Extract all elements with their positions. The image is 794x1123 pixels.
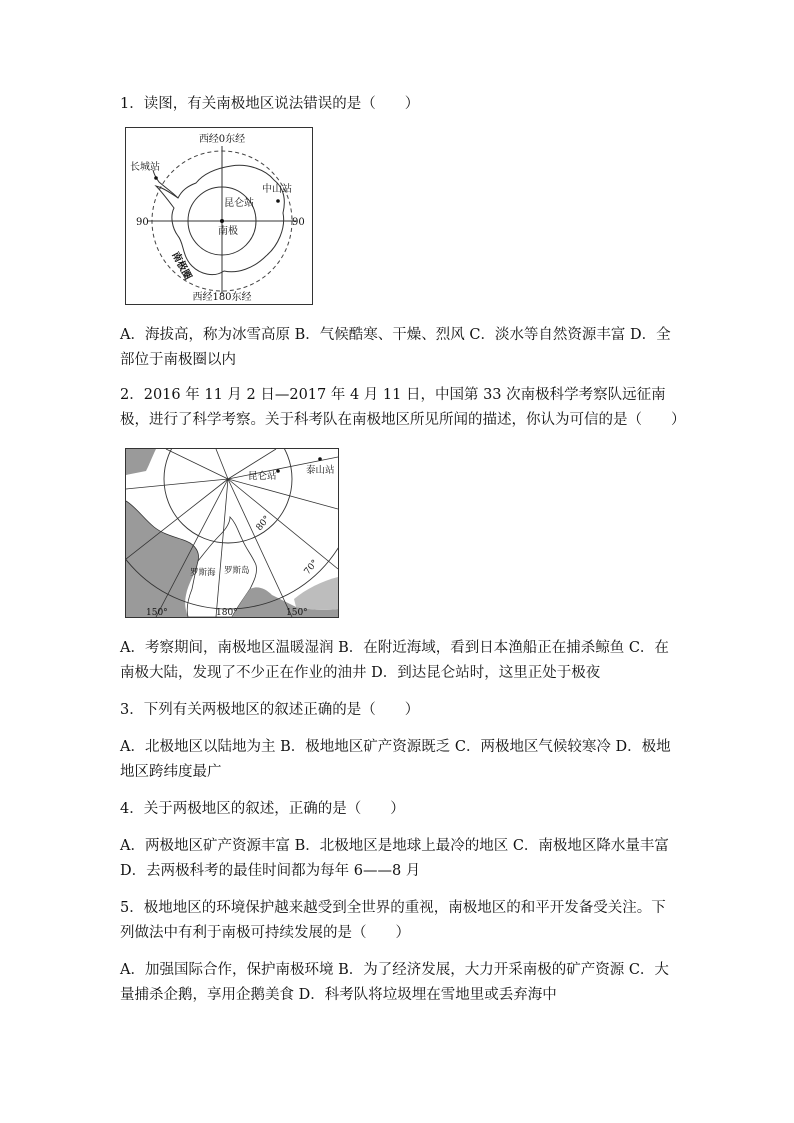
ross-island-label: 罗斯岛: [224, 566, 250, 576]
changcheng-dot: [154, 176, 158, 180]
question-1-stem: 1．读图，有关南极地区说法错误的是（ ）: [120, 96, 420, 112]
question-2-stem: 2．2016 年 11 月 2 日—2017 年 4 月 11 日，中国第 33 次南极科学考察队远征南极，进行了科学考察。关于科考队在南极地区所见所闻的描述，你认为可信的是（ ）: [120, 387, 686, 428]
question-4-options: A．两极地区矿产资源丰富 B．北极地区是地球上最冷的地区 C．南极地区降水量丰富 D．去两极科考的最佳时间都为每年 6——8 月: [120, 838, 669, 879]
left-90-label: 90: [136, 217, 149, 228]
question-5-options: A．加强国际合作，保护南极环境 B．为了经济发展，大力开采南极的矿产资源 C．大量捕杀企鹅，享用企鹅美食 D．科考队将垃圾埋在雪地里或丢弃海中: [120, 962, 669, 1003]
taishan-station-label: 泰山站: [306, 465, 335, 476]
question-3-options: A．北极地区以陆地为主 B．极地地区矿产资源既乏 C．两极地区气候较寒冷 D．极地地区跨纬度最广: [120, 739, 671, 780]
bottom-label: 西经180东经: [192, 292, 252, 303]
kunlun-station-label: 昆仑站: [224, 198, 254, 209]
kunlun-dot: [276, 469, 280, 473]
question-2-options: A．考察期间，南极地区温暖湿润 B．在附近海域，看到日本渔船正在捕杀鲸鱼 C．在南极大陆，发现了不少正在作业的油井 D．到达昆仑站时，这里正处于极夜: [120, 640, 669, 681]
worksheet: [120, 92, 686, 1008]
question-1-options: A．海拔高，称为冰雪高原 B．气候酷寒、干燥、烈风 C．淡水等自然资源丰富 D．全部位于南极圈以内: [120, 327, 671, 368]
land-mass-left: [126, 449, 156, 475]
lat-80-label: 80°: [254, 514, 273, 533]
question-3-stem: 3．下列有关两极地区的叙述正确的是（ ）: [120, 702, 420, 718]
ross-sea-label: 罗斯海: [190, 568, 216, 578]
antarctic-peninsula: [153, 170, 178, 198]
lat-70-label: 70°: [302, 558, 321, 577]
ross-sea-map-figure: [125, 448, 339, 618]
south-pole-label: 南极: [218, 226, 238, 237]
right-90-label: 90: [292, 217, 305, 228]
lon-150w-label: 150°: [146, 608, 168, 618]
taishan-dot: [318, 457, 322, 461]
top-label: 西经0东经: [198, 134, 246, 145]
lon-150e-label: 150°: [286, 608, 308, 618]
antarctic-circle-label: 南极圈: [169, 250, 194, 282]
land-mass-west: [126, 501, 199, 617]
lon-180-label: 180°: [216, 608, 238, 618]
zhongshan-dot: [276, 199, 280, 203]
kunlun-station-label-2: 昆仑站: [248, 471, 277, 482]
south-pole-dot: [220, 219, 224, 223]
antarctica-map-figure: [125, 127, 313, 305]
changcheng-station-label: 长城站: [130, 162, 160, 173]
sea-east: [294, 577, 338, 610]
question-4-stem: 4．关于两极地区的叙述，正确的是（ ）: [120, 801, 405, 817]
question-5-stem: 5．极地地区的环境保护越来越受到全世界的重视，南极地区的和平开发备受关注。下列做法中有利于南极可持续发展的是（ ）: [120, 900, 666, 941]
zhongshan-station-label: 中山站: [262, 184, 292, 195]
